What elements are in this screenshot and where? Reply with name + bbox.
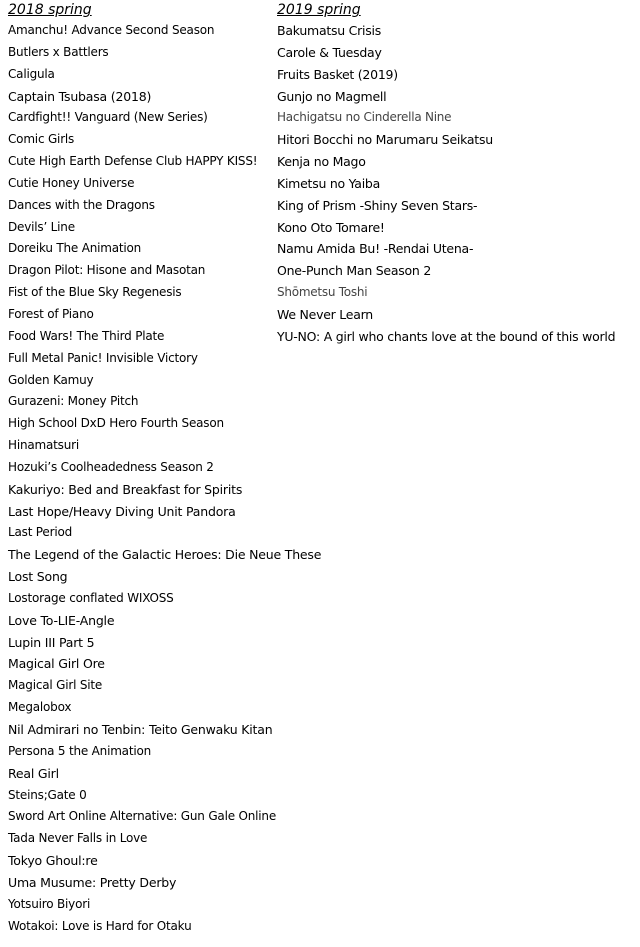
list-item: Golden Kamuy — [8, 372, 94, 387]
list-item: Cutie Honey Universe — [8, 175, 135, 190]
list-item: Food Wars! The Third Plate — [8, 328, 165, 343]
title-list-2018-spring — [8, 20, 321, 937]
list-item: Uma Musume: Pretty Derby — [8, 874, 177, 890]
list-item: Lost Song — [8, 569, 68, 585]
list-item: Last Hope/Heavy Diving Unit Pandora — [8, 503, 236, 519]
list-item: King of Prism -Shiny Seven Stars- — [277, 197, 478, 213]
list-item: High School DxD Hero Fourth Season — [8, 416, 224, 431]
heading-2018-spring: 2018 spring — [8, 2, 92, 18]
list-item: Kakuriyo: Bed and Breakfast for Spirits — [8, 481, 243, 497]
list-item: Kono Oto Tomare! — [277, 219, 385, 235]
heading-2019-spring: 2019 spring — [277, 2, 361, 18]
list-item: Dragon Pilot: Hisone and Masotan — [8, 263, 206, 278]
list-item: Tada Never Falls in Love — [8, 831, 148, 846]
list-item: Butlers x Battlers — [8, 44, 109, 59]
list-item: Fruits Basket (2019) — [277, 66, 398, 82]
list-item: One-Punch Man Season 2 — [277, 263, 432, 279]
list-item: Caligula — [8, 66, 55, 81]
list-item: Hinamatsuri — [8, 438, 79, 453]
list-item: Bakumatsu Crisis — [277, 23, 381, 38]
list-item: Wotakoi: Love is Hard for Otaku — [8, 918, 192, 933]
list-item: Nil Admirari no Tenbin: Teito Genwaku Kitan — [8, 722, 273, 737]
list-item: Captain Tsubasa (2018) — [8, 88, 152, 104]
list-item: Steins;Gate 0 — [8, 787, 87, 802]
list-item: Namu Amida Bu! -Rendai Utena- — [277, 241, 474, 257]
column-2018-spring — [8, 0, 321, 937]
list-item: Doreiku The Animation — [8, 241, 142, 256]
list-item: Hozuki’s Coolheadedness Season 2 — [8, 459, 214, 474]
list-item: Megalobox — [8, 700, 72, 715]
title-list-2019-spring — [277, 20, 615, 348]
list-item: Sword Art Online Alternative: Gun Gale Online — [8, 809, 277, 824]
list-item: Devils’ Line — [8, 219, 75, 234]
list-item: Lostorage conflated WIXOSS — [8, 590, 174, 605]
list-item: Hachigatsu no Cinderella Nine — [277, 110, 452, 125]
list-item: Hitori Bocchi no Marumaru Seikatsu — [277, 132, 493, 148]
list-item: Tokyo Ghoul:re — [8, 853, 98, 869]
list-item: Amanchu! Advance Second Season — [8, 23, 215, 37]
list-item: Carole & Tuesday — [277, 44, 382, 60]
list-item: Shōmetsu Toshi — [277, 285, 368, 300]
list-item: Kimetsu no Yaiba — [277, 175, 381, 191]
list-item: Magical Girl Ore — [8, 656, 105, 672]
list-item: Forest of Piano — [8, 306, 94, 321]
list-item: Persona 5 the Animation — [8, 743, 152, 758]
list-item: Gunjo no Magmell — [277, 88, 387, 104]
list-item: Yotsuiro Biyori — [8, 896, 91, 911]
list-item: Kenja no Mago — [277, 154, 366, 170]
list-item: Love To-LIE-Angle — [8, 612, 115, 628]
list-item: Cardfight!! Vanguard (New Series) — [8, 110, 208, 125]
list-item: Magical Girl Site — [8, 678, 103, 693]
list-item: Comic Girls — [8, 132, 75, 147]
list-item: Last Period — [8, 525, 73, 540]
list-item: Fist of the Blue Sky Regenesis — [8, 285, 182, 300]
list-item: The Legend of the Galactic Heroes: Die Neue These — [8, 547, 322, 563]
list-item: Gurazeni: Money Pitch — [8, 394, 139, 409]
list-item: Dances with the Dragons — [8, 197, 155, 212]
list-item: Cute High Earth Defense Club HAPPY KISS! — [8, 154, 258, 169]
list-item: We Never Learn — [277, 306, 373, 322]
list-item: Real Girl — [8, 765, 59, 781]
column-2019-spring — [277, 0, 615, 348]
list-item: Full Metal Panic! Invisible Victory — [8, 350, 198, 365]
list-item: YU-NO: A girl who chants love at the bound of this world — [277, 328, 616, 344]
list-item: Lupin III Part 5 — [8, 634, 95, 650]
